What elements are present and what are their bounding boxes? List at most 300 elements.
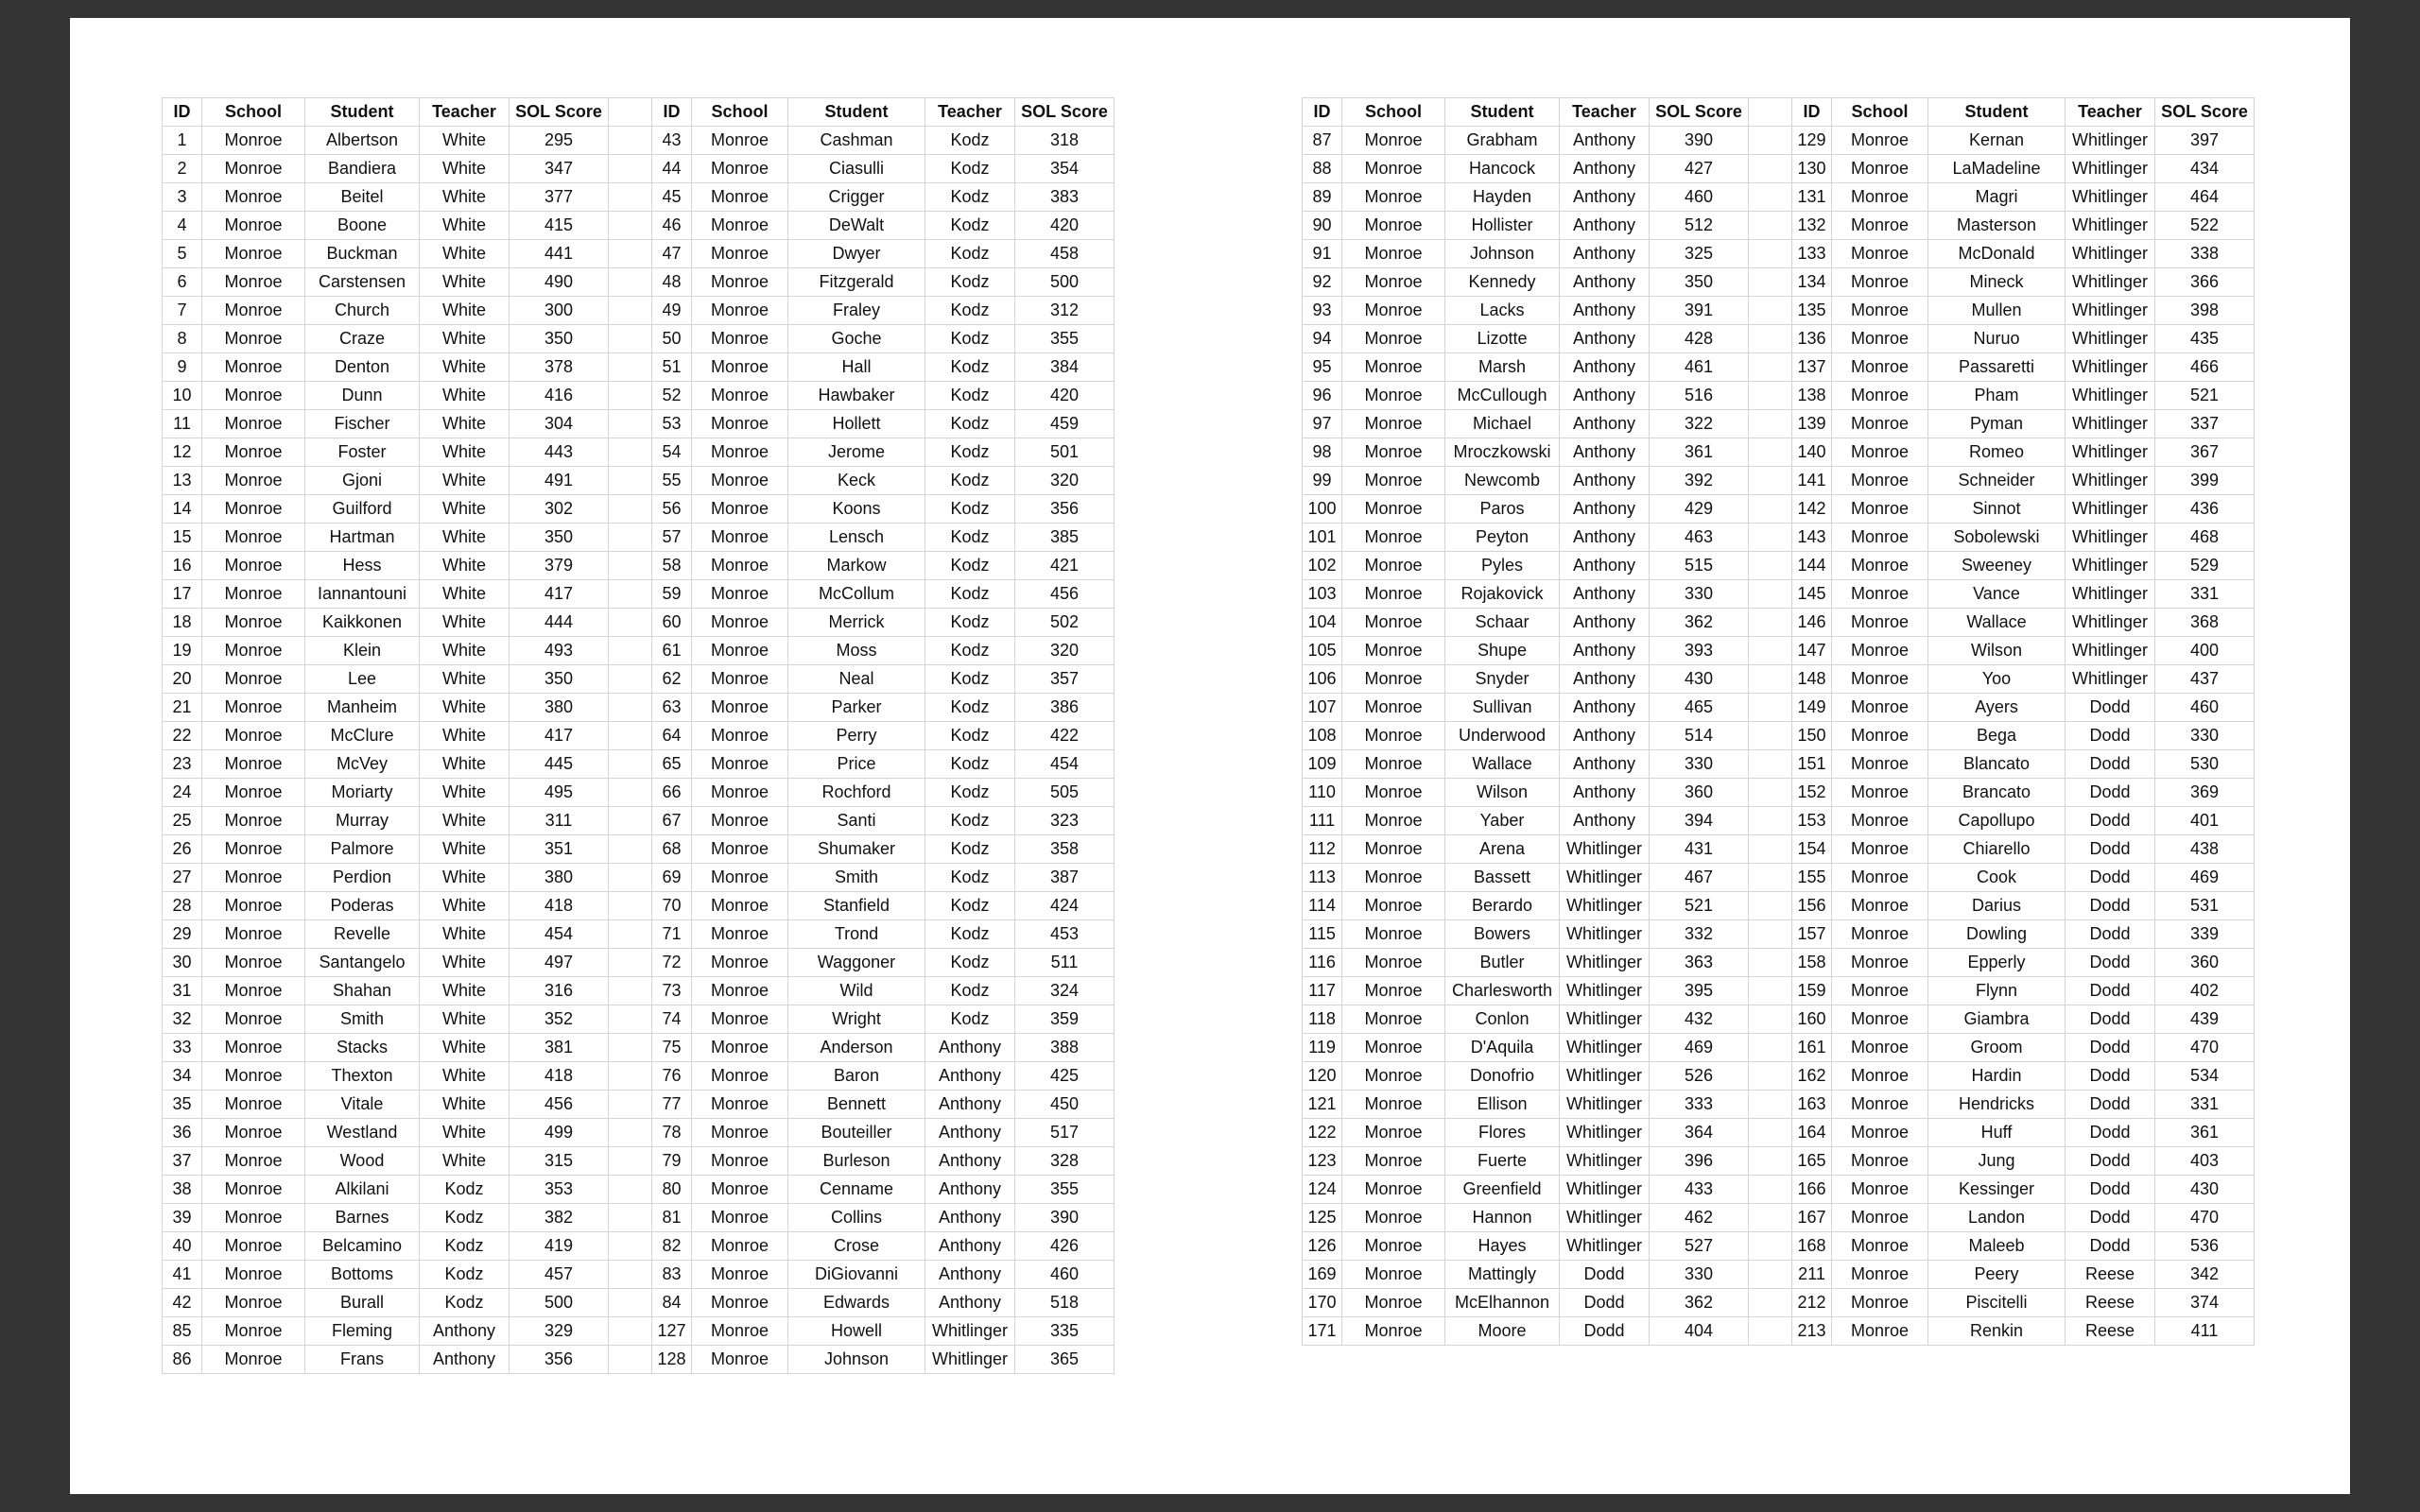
cell-student: Cook: [1928, 864, 2066, 892]
cell-student: Neal: [788, 665, 925, 694]
cell-school: Monroe: [1832, 1261, 1928, 1289]
cell-student: Alkilani: [305, 1176, 420, 1204]
cell-id: 77: [652, 1091, 692, 1119]
cell-id: 58: [652, 552, 692, 580]
cell-sol-score: 534: [2155, 1062, 2255, 1091]
cell-sol-score: 499: [510, 1119, 609, 1147]
cell-teacher: Dodd: [2066, 1005, 2155, 1034]
gap-cell: [609, 524, 652, 552]
cell-id: 7: [163, 297, 202, 325]
cell-id: 88: [1303, 155, 1342, 183]
table-row: [1303, 580, 2255, 609]
gap-cell: [1749, 750, 1792, 779]
cell-id: 87: [1303, 127, 1342, 155]
cell-teacher: Anthony: [925, 1176, 1015, 1204]
cell-sol-score: 354: [1015, 155, 1115, 183]
cell-student: Poderas: [305, 892, 420, 920]
cell-student: McCullough: [1445, 382, 1560, 410]
cell-sol-score: 501: [1015, 438, 1115, 467]
cell-id: 68: [652, 835, 692, 864]
table-row: [163, 665, 1115, 694]
cell-student: Underwood: [1445, 722, 1560, 750]
cell-teacher: Dodd: [2066, 750, 2155, 779]
cell-student: Fuerte: [1445, 1147, 1560, 1176]
cell-sol-score: 465: [1650, 694, 1749, 722]
cell-id: 30: [163, 949, 202, 977]
cell-school: Monroe: [1832, 155, 1928, 183]
cell-student: Parker: [788, 694, 925, 722]
cell-sol-score: 394: [1650, 807, 1749, 835]
cell-id: 59: [652, 580, 692, 609]
cell-teacher: Anthony: [1560, 609, 1650, 637]
cell-id: 2: [163, 155, 202, 183]
cell-school: Monroe: [1342, 467, 1445, 495]
cell-student: Manheim: [305, 694, 420, 722]
cell-student: Johnson: [1445, 240, 1560, 268]
cell-id: 32: [163, 1005, 202, 1034]
cell-sol-score: 399: [2155, 467, 2255, 495]
cell-school: Monroe: [1832, 268, 1928, 297]
cell-teacher: Whitlinger: [2066, 268, 2155, 297]
cell-id: 42: [163, 1289, 202, 1317]
cell-school: Monroe: [1342, 864, 1445, 892]
gap-cell: [609, 779, 652, 807]
cell-school: Monroe: [1342, 722, 1445, 750]
cell-student: Guilford: [305, 495, 420, 524]
cell-teacher: Dodd: [1560, 1317, 1650, 1346]
cell-sol-score: 380: [510, 864, 609, 892]
cell-school: Monroe: [692, 382, 788, 410]
spreadsheet-page: [70, 18, 2350, 1494]
cell-school: Monroe: [1342, 694, 1445, 722]
table-row: [1303, 1289, 2255, 1317]
cell-sol-score: 453: [1015, 920, 1115, 949]
cell-id: 13: [163, 467, 202, 495]
cell-student: Flores: [1445, 1119, 1560, 1147]
cell-school: Monroe: [692, 949, 788, 977]
cell-school: Monroe: [692, 1261, 788, 1289]
cell-school: Monroe: [202, 1034, 305, 1062]
gap-cell: [609, 1232, 652, 1261]
cell-teacher: Anthony: [1560, 524, 1650, 552]
cell-school: Monroe: [692, 183, 788, 212]
table-row: [163, 183, 1115, 212]
cell-teacher: White: [420, 240, 510, 268]
cell-student: Moss: [788, 637, 925, 665]
cell-student: Smith: [788, 864, 925, 892]
cell-id: 52: [652, 382, 692, 410]
table-row: [163, 155, 1115, 183]
table-row: [1303, 1261, 2255, 1289]
cell-teacher: Dodd: [1560, 1261, 1650, 1289]
table-row: [163, 127, 1115, 155]
table-row: [1303, 637, 2255, 665]
cell-sol-score: 404: [1650, 1317, 1749, 1346]
table-row: [163, 892, 1115, 920]
gap-cell: [609, 155, 652, 183]
header-teacher: Teacher: [2066, 98, 2155, 127]
cell-student: Conlon: [1445, 1005, 1560, 1034]
cell-id: 144: [1792, 552, 1832, 580]
cell-teacher: Kodz: [925, 1005, 1015, 1034]
cell-id: 38: [163, 1176, 202, 1204]
cell-school: Monroe: [1342, 325, 1445, 353]
cell-id: 10: [163, 382, 202, 410]
cell-id: 23: [163, 750, 202, 779]
cell-id: 90: [1303, 212, 1342, 240]
cell-teacher: White: [420, 268, 510, 297]
table-row: [1303, 835, 2255, 864]
cell-teacher: Anthony: [1560, 807, 1650, 835]
cell-id: 85: [163, 1317, 202, 1346]
cell-teacher: White: [420, 410, 510, 438]
cell-school: Monroe: [692, 1317, 788, 1346]
cell-teacher: Kodz: [925, 467, 1015, 495]
cell-id: 78: [652, 1119, 692, 1147]
cell-teacher: Dodd: [2066, 1119, 2155, 1147]
cell-id: 163: [1792, 1091, 1832, 1119]
cell-student: Baron: [788, 1062, 925, 1091]
cell-sol-score: 328: [1015, 1147, 1115, 1176]
cell-student: Bowers: [1445, 920, 1560, 949]
cell-id: 133: [1792, 240, 1832, 268]
cell-school: Monroe: [1832, 1119, 1928, 1147]
cell-sol-score: 403: [2155, 1147, 2255, 1176]
cell-student: Price: [788, 750, 925, 779]
table-row: [1303, 1204, 2255, 1232]
cell-student: Smith: [305, 1005, 420, 1034]
cell-teacher: Kodz: [925, 864, 1015, 892]
cell-id: 49: [652, 297, 692, 325]
cell-student: Ellison: [1445, 1091, 1560, 1119]
table-row: [163, 920, 1115, 949]
table-row: [1303, 1232, 2255, 1261]
cell-sol-score: 454: [510, 920, 609, 949]
cell-id: 45: [652, 183, 692, 212]
gap-cell: [1749, 552, 1792, 580]
cell-student: Rochford: [788, 779, 925, 807]
table-row: [163, 297, 1115, 325]
table-row: [1303, 807, 2255, 835]
cell-student: Sinnot: [1928, 495, 2066, 524]
cell-id: 5: [163, 240, 202, 268]
cell-school: Monroe: [1832, 1232, 1928, 1261]
cell-teacher: Kodz: [925, 892, 1015, 920]
cell-school: Monroe: [202, 1346, 305, 1374]
gap-cell: [609, 98, 652, 127]
cell-school: Monroe: [1832, 183, 1928, 212]
cell-sol-score: 388: [1015, 1034, 1115, 1062]
cell-teacher: Whitlinger: [2066, 609, 2155, 637]
cell-teacher: Kodz: [925, 382, 1015, 410]
cell-teacher: Dodd: [2066, 949, 2155, 977]
cell-teacher: Anthony: [1560, 353, 1650, 382]
table-row: [1303, 949, 2255, 977]
cell-student: Mroczkowski: [1445, 438, 1560, 467]
cell-id: 126: [1303, 1232, 1342, 1261]
cell-teacher: Kodz: [925, 325, 1015, 353]
cell-id: 115: [1303, 920, 1342, 949]
gap-cell: [609, 665, 652, 694]
cell-teacher: Anthony: [1560, 495, 1650, 524]
cell-student: Carstensen: [305, 268, 420, 297]
gap-cell: [1749, 1034, 1792, 1062]
cell-school: Monroe: [202, 665, 305, 694]
cell-student: Dunn: [305, 382, 420, 410]
cell-sol-score: 526: [1650, 1062, 1749, 1091]
cell-sol-score: 351: [510, 835, 609, 864]
cell-sol-score: 391: [1650, 297, 1749, 325]
cell-sol-score: 417: [510, 580, 609, 609]
cell-school: Monroe: [1342, 1261, 1445, 1289]
cell-sol-score: 359: [1015, 1005, 1115, 1034]
cell-teacher: Dodd: [2066, 1176, 2155, 1204]
cell-teacher: White: [420, 949, 510, 977]
cell-id: 25: [163, 807, 202, 835]
cell-teacher: Whitlinger: [1560, 1091, 1650, 1119]
cell-teacher: Kodz: [925, 552, 1015, 580]
cell-id: 15: [163, 524, 202, 552]
cell-school: Monroe: [1832, 552, 1928, 580]
cell-sol-score: 427: [1650, 155, 1749, 183]
gap-cell: [609, 1091, 652, 1119]
cell-teacher: Dodd: [2066, 1232, 2155, 1261]
cell-student: Bandiera: [305, 155, 420, 183]
cell-student: McDonald: [1928, 240, 2066, 268]
cell-id: 120: [1303, 1062, 1342, 1091]
cell-teacher: Whitlinger: [1560, 864, 1650, 892]
cell-sol-score: 500: [1015, 268, 1115, 297]
cell-student: Perry: [788, 722, 925, 750]
cell-id: 28: [163, 892, 202, 920]
cell-teacher: Kodz: [925, 580, 1015, 609]
cell-sol-score: 365: [1015, 1346, 1115, 1374]
cell-id: 168: [1792, 1232, 1832, 1261]
cell-student: Hardin: [1928, 1062, 2066, 1091]
cell-student: Lizotte: [1445, 325, 1560, 353]
cell-sol-score: 358: [1015, 835, 1115, 864]
cell-school: Monroe: [692, 1289, 788, 1317]
cell-sol-score: 456: [510, 1091, 609, 1119]
cell-id: 106: [1303, 665, 1342, 694]
cell-student: Flynn: [1928, 977, 2066, 1005]
cell-teacher: Whitlinger: [1560, 977, 1650, 1005]
cell-id: 79: [652, 1147, 692, 1176]
cell-school: Monroe: [202, 552, 305, 580]
cell-sol-score: 511: [1015, 949, 1115, 977]
cell-teacher: Kodz: [925, 410, 1015, 438]
cell-id: 95: [1303, 353, 1342, 382]
cell-teacher: White: [420, 580, 510, 609]
gap-cell: [1749, 1317, 1792, 1346]
cell-school: Monroe: [1342, 807, 1445, 835]
table-row: [163, 410, 1115, 438]
gap-cell: [1749, 1176, 1792, 1204]
cell-school: Monroe: [1832, 495, 1928, 524]
cell-teacher: Anthony: [925, 1119, 1015, 1147]
cell-id: 20: [163, 665, 202, 694]
cell-sol-score: 361: [2155, 1119, 2255, 1147]
table-row: [163, 864, 1115, 892]
cell-teacher: Whitlinger: [925, 1317, 1015, 1346]
cell-sol-score: 434: [2155, 155, 2255, 183]
gap-cell: [609, 382, 652, 410]
cell-teacher: Whitlinger: [2066, 580, 2155, 609]
gap-cell: [609, 835, 652, 864]
cell-id: 8: [163, 325, 202, 353]
cell-sol-score: 521: [2155, 382, 2255, 410]
cell-school: Monroe: [1342, 382, 1445, 410]
gap-cell: [1749, 920, 1792, 949]
gap-cell: [1749, 694, 1792, 722]
cell-student: Revelle: [305, 920, 420, 949]
table-body: [163, 127, 1115, 1374]
cell-id: 211: [1792, 1261, 1832, 1289]
cell-teacher: White: [420, 495, 510, 524]
table-row: [163, 1176, 1115, 1204]
cell-school: Monroe: [692, 524, 788, 552]
cell-school: Monroe: [692, 410, 788, 438]
cell-id: 110: [1303, 779, 1342, 807]
gap-cell: [1749, 835, 1792, 864]
table-row: [163, 353, 1115, 382]
gap-cell: [609, 325, 652, 353]
cell-school: Monroe: [1342, 920, 1445, 949]
cell-school: Monroe: [692, 1005, 788, 1034]
cell-id: 86: [163, 1346, 202, 1374]
cell-teacher: White: [420, 977, 510, 1005]
cell-student: Donofrio: [1445, 1062, 1560, 1091]
cell-id: 169: [1303, 1261, 1342, 1289]
cell-student: Passaretti: [1928, 353, 2066, 382]
cell-student: Church: [305, 297, 420, 325]
cell-student: Darius: [1928, 892, 2066, 920]
cell-student: Hayden: [1445, 183, 1560, 212]
cell-id: 48: [652, 268, 692, 297]
header-id: ID: [1792, 98, 1832, 127]
cell-sol-score: 380: [510, 694, 609, 722]
cell-student: Sullivan: [1445, 694, 1560, 722]
cell-teacher: Whitlinger: [1560, 1176, 1650, 1204]
gap-cell: [1749, 127, 1792, 155]
cell-school: Monroe: [692, 1232, 788, 1261]
header-sol-score: SOL Score: [510, 98, 609, 127]
cell-student: Peery: [1928, 1261, 2066, 1289]
table-row: [1303, 977, 2255, 1005]
cell-sol-score: 527: [1650, 1232, 1749, 1261]
cell-student: Stanfield: [788, 892, 925, 920]
score-table-right: [1302, 97, 2255, 1346]
header-student: Student: [305, 98, 420, 127]
cell-id: 9: [163, 353, 202, 382]
cell-school: Monroe: [202, 1062, 305, 1091]
cell-school: Monroe: [692, 609, 788, 637]
cell-teacher: Anthony: [1560, 779, 1650, 807]
table-row: [163, 438, 1115, 467]
header-id: ID: [1303, 98, 1342, 127]
cell-id: 164: [1792, 1119, 1832, 1147]
cell-teacher: Anthony: [1560, 240, 1650, 268]
cell-sol-score: 322: [1650, 410, 1749, 438]
cell-school: Monroe: [692, 835, 788, 864]
cell-teacher: Kodz: [925, 353, 1015, 382]
cell-id: 73: [652, 977, 692, 1005]
cell-id: 55: [652, 467, 692, 495]
cell-school: Monroe: [1832, 580, 1928, 609]
cell-teacher: Anthony: [1560, 722, 1650, 750]
cell-sol-score: 320: [1015, 467, 1115, 495]
cell-id: 40: [163, 1232, 202, 1261]
cell-school: Monroe: [1342, 779, 1445, 807]
gap-cell: [1749, 353, 1792, 382]
cell-teacher: Whitlinger: [2066, 353, 2155, 382]
table-row: [163, 1147, 1115, 1176]
cell-sol-score: 421: [1015, 552, 1115, 580]
cell-teacher: White: [420, 1147, 510, 1176]
cell-teacher: Anthony: [925, 1289, 1015, 1317]
cell-teacher: Anthony: [1560, 410, 1650, 438]
cell-teacher: Kodz: [925, 127, 1015, 155]
cell-sol-score: 420: [1015, 382, 1115, 410]
cell-student: Santangelo: [305, 949, 420, 977]
cell-sol-score: 357: [1015, 665, 1115, 694]
cell-school: Monroe: [692, 1091, 788, 1119]
cell-student: McCollum: [788, 580, 925, 609]
table-row: [163, 212, 1115, 240]
cell-sol-score: 400: [2155, 637, 2255, 665]
cell-sol-score: 362: [1650, 1289, 1749, 1317]
cell-sol-score: 502: [1015, 609, 1115, 637]
cell-school: Monroe: [692, 722, 788, 750]
cell-sol-score: 467: [1650, 864, 1749, 892]
cell-school: Monroe: [1832, 382, 1928, 410]
header-teacher: Teacher: [1560, 98, 1650, 127]
cell-teacher: Anthony: [1560, 183, 1650, 212]
cell-school: Monroe: [1342, 1119, 1445, 1147]
cell-teacher: Whitlinger: [1560, 920, 1650, 949]
cell-student: Bottoms: [305, 1261, 420, 1289]
cell-student: Pham: [1928, 382, 2066, 410]
cell-school: Monroe: [1832, 920, 1928, 949]
cell-school: Monroe: [692, 580, 788, 609]
table-row: [163, 949, 1115, 977]
cell-student: Buckman: [305, 240, 420, 268]
cell-id: 19: [163, 637, 202, 665]
cell-sol-score: 360: [1650, 779, 1749, 807]
table-row: [1303, 722, 2255, 750]
cell-id: 159: [1792, 977, 1832, 1005]
cell-id: 153: [1792, 807, 1832, 835]
cell-student: Stacks: [305, 1034, 420, 1062]
cell-sol-score: 390: [1650, 127, 1749, 155]
cell-sol-score: 464: [2155, 183, 2255, 212]
cell-teacher: Whitlinger: [2066, 155, 2155, 183]
cell-school: Monroe: [202, 268, 305, 297]
cell-teacher: Kodz: [925, 495, 1015, 524]
cell-sol-score: 387: [1015, 864, 1115, 892]
cell-school: Monroe: [202, 1119, 305, 1147]
cell-student: Mineck: [1928, 268, 2066, 297]
table-row: [1303, 694, 2255, 722]
cell-school: Monroe: [692, 1204, 788, 1232]
cell-teacher: White: [420, 467, 510, 495]
cell-id: 121: [1303, 1091, 1342, 1119]
cell-teacher: Kodz: [420, 1176, 510, 1204]
cell-teacher: Kodz: [925, 750, 1015, 779]
cell-sol-score: 311: [510, 807, 609, 835]
gap-cell: [609, 212, 652, 240]
gap-cell: [1749, 495, 1792, 524]
